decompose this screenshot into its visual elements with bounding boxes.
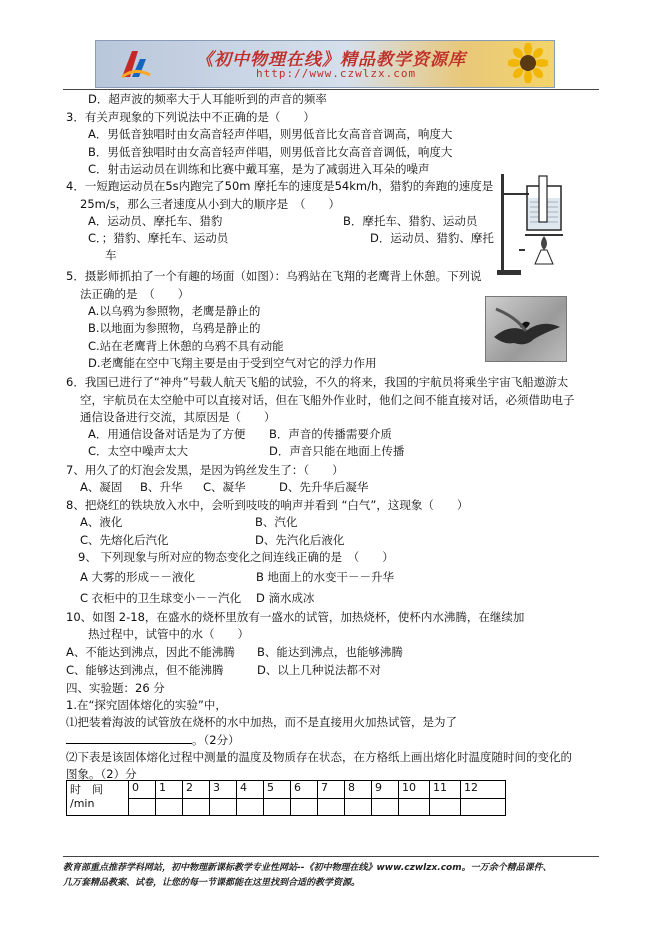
table-cell-empty [264,798,291,816]
table-cell-empty [318,798,345,816]
experiment-1-part-2-line1: ⑵下表是该固体熔化过程中测量的温度及物质存在状态，在方格纸上画出熔化时温度随时间的变化的 [66,750,572,764]
q6-option-d: D．声音只能在地面上传播 [269,444,405,458]
q8-option-b: B、汽化 [255,515,298,529]
question-6-line1: 6．我国已进行了“神舟”号载人航天飞船的试验，不久的将来，我国的宇航员将乘坐宇宙飞船遨游太 [66,375,569,389]
table-cell: 10 [399,781,430,799]
q5-option-a: A.以乌鸦为参照物，老鹰是静止的 [88,304,261,318]
table-cell-empty [430,798,461,816]
experiment-1-part-1-answer [66,731,240,748]
q7-option-d: D、先升华后凝华 [279,480,369,494]
question-5-line2: 法正确的是 （ ） [80,287,190,301]
question-7: 7、用久了的灯泡会发黑，是因为钨丝发生了：（ ） [66,463,344,477]
table-cell-empty [237,798,264,816]
table-cell-empty [399,798,430,816]
q5-option-c: C.站在老鹰背上休憩的乌鸦不具有动能 [88,339,284,353]
table-cell: 5 [264,781,291,799]
q10-option-b: B、能达到沸点，也能够沸腾 [257,645,403,659]
q2-option-d: D．超声波的频率大于人耳能听到的声音的频率 [88,92,327,106]
q7-option-c: C、凝华 [203,480,246,494]
q3-option-c: C．射击运动员在训练和比赛中戴耳塞，是为了减弱进入耳朵的噪声 [88,162,430,176]
experiment-1-intro: 1.在“探究固体熔化的实验”中， [66,698,227,712]
q4-option-d: D．运动员、猎豹、摩托 [370,231,494,245]
q9-option-d: D 滴水成冰 [256,591,315,605]
q9-option-a: A 大雾的形成－－液化 [80,570,196,584]
q6-option-b: B．声音的传播需要介质 [269,427,392,441]
site-logo-icon [118,47,152,81]
q8-option-c: C、先熔化后汽化 [80,533,169,547]
experiment-1-part-1: ⑴把装着海波的试管放在烧杯的水中加热，而不是直接用火加热试管，是为了 [66,715,457,729]
table-cell: 8 [345,781,372,799]
table-cell-empty [291,798,318,816]
time-temperature-table [66,780,506,816]
answer-score: 。（2分） [192,733,240,747]
q8-option-a: A、液化 [80,515,123,529]
question-8: 8、把烧红的铁块放入水中，会听到吱吱的响声并看到 “白气”，这现象（ ） [66,498,469,512]
question-3: 3．有关声现象的下列说法中不正确的是（ ） [66,110,315,124]
q4-option-b: B．摩托车、猎豹、运动员 [343,214,478,228]
q5-option-d: D.老鹰能在空中飞翔主要是由于受到空气对它的浮力作用 [88,356,377,370]
q5-option-b: B.以地面为参照物，乌鸦是静止的 [88,321,261,335]
q4-option-c: C．；猎豹、摩托车、运动员 [88,231,229,245]
table-cell-empty [372,798,399,816]
footer-rule [63,856,599,857]
question-6-line2: 空，宇航员在太空舱中可以直接对话，但在飞船外作业时，他们之间不能直接对话，必须借助电子 [80,393,575,407]
table-cell: 4 [237,781,264,799]
question-10-line2: 热过程中，试管中的水（ ） [88,627,249,641]
table-cell-empty [129,798,156,816]
crow-eagle-photo [485,296,567,362]
answer-blank[interactable] [66,731,192,744]
table-cell-empty [156,798,183,816]
banner-url[interactable]: http://www.czwlzx.com [256,67,417,80]
header-rule [63,89,599,90]
question-10-line1: 10、如图 2-18，在盛水的烧杯里放有一盛水的试管，加热烧杯，使杯内水沸腾，在继续加 [66,610,525,624]
q10-option-c: C、能够达到沸点，但不能沸腾 [66,663,224,677]
question-9: 9、 下列现象与所对应的物态变化之间连线正确的是 （ ） [78,550,394,564]
q8-option-d: D、先汽化后液化 [255,533,345,547]
q6-option-a: A．用通信设备对话是为了方便 [88,427,246,441]
q3-option-b: B．男低音独唱时由女高音轻声伴唱，则男低音比女高音音调低，响度大 [88,145,453,159]
table-cell: 9 [372,781,399,799]
table-cell-empty [210,798,237,816]
q7-option-a: A、凝固 [80,480,123,494]
eagle-silhouette-icon [486,297,566,361]
table-cell-empty [183,798,210,816]
question-4-line1: 4．一短跑运动员在5s内跑完了50m 摩托车的速度是54km/h，猎豹的奔跑的速度是 [66,179,494,193]
table-cell: 12 [461,781,506,799]
beaker-heating-figure [497,172,567,276]
table-row [67,798,506,816]
q9-option-b: B 地面上的水变干－－升华 [256,570,395,584]
header-banner [95,40,555,88]
table-cell: 6 [291,781,318,799]
q10-option-a: A、不能达到沸点，因此不能沸腾 [66,645,235,659]
experiment-1-part-2-line2: 图象。（2）分 [66,767,137,781]
q4-option-d-cont: 车 [105,248,117,262]
question-4-line2: 25m/s，那么三者速度从小到大的顺序是 （ ） [80,197,340,211]
footer-line-1: 教育部重点推荐学科网站，初中物理新课标教学专业性网站--《初中物理在线》www.czwlzx.com。一万余个精品课件、 [63,863,552,873]
section-4-heading: 四、实验题：26 分 [66,681,165,695]
table-cell-empty [345,798,372,816]
q10-option-d: D、以上几种说法都不对 [257,663,381,677]
q4-option-a: A．运动员、摩托车、猎豹 [88,214,223,228]
banner-title: 《初中物理在线》精品教学资源库 [196,50,466,70]
q7-option-b: B、升华 [140,480,183,494]
table-cell: 7 [318,781,345,799]
q3-option-a: A．男低音独唱时由女高音轻声伴唱，则男低音比女高音音调高，响度大 [88,127,453,141]
table-cell: 11 [430,781,461,799]
table-cell: 3 [210,781,237,799]
q6-option-c: C．太空中噪声太大 [88,444,189,458]
footer-line-2: 几万套精品教案、试卷，让您的每一节课都能在这里找到合适的教学资源。 [63,878,361,888]
table-cell: 2 [183,781,210,799]
q9-option-c: C 衣柜中的卫生球变小－－汽化 [80,591,242,605]
table-cell: 1 [156,781,183,799]
table-header-time: 时 间 /min [67,781,129,816]
sunflower-icon [508,43,548,83]
table-cell-empty [461,798,506,816]
table-cell: 0 [129,781,156,799]
table-row [67,781,506,799]
question-5-line1: 5．摄影师抓拍了一个有趣的场面（如图）：乌鸦站在飞翔的老鹰背上休憩。下列说 [66,269,482,283]
question-6-line3: 通信设备进行交流，其原因是（ ） [80,410,276,424]
